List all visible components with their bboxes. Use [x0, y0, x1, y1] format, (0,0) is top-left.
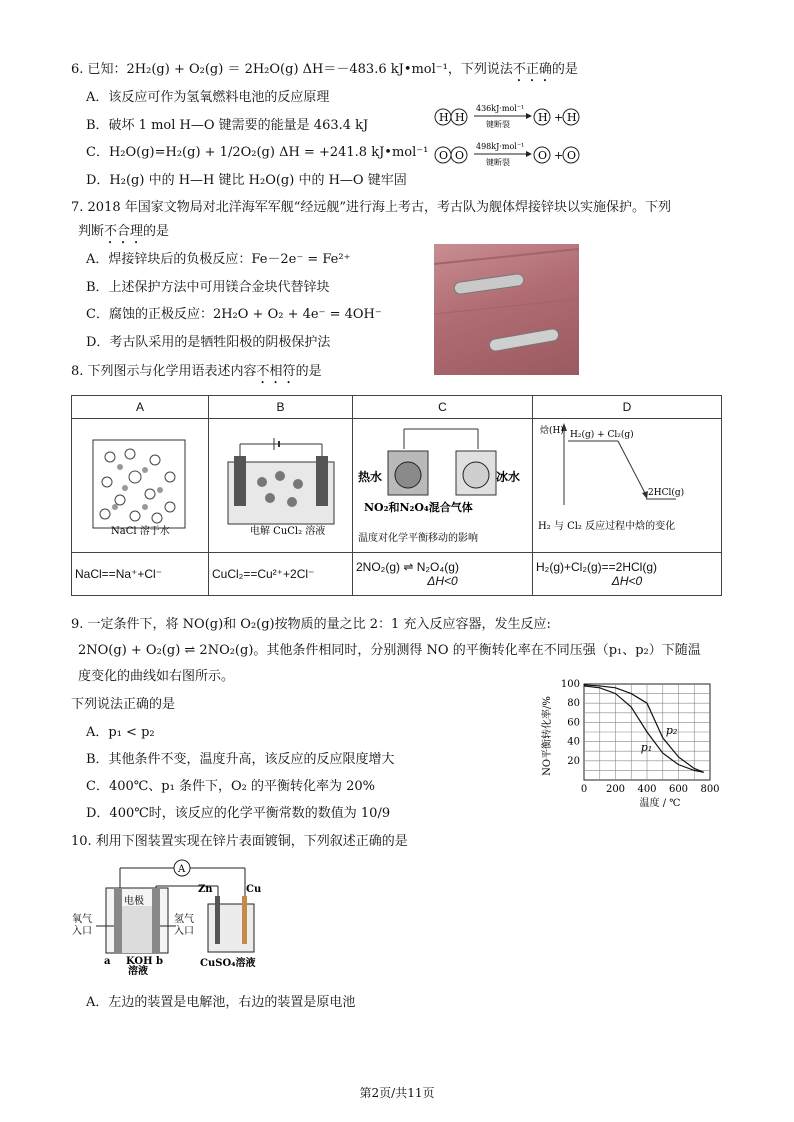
q6-option-c: C．H₂O(g)=H₂(g) + 1/2O₂(g) ΔH = +241.8 kJ•mol⁻¹: [86, 145, 429, 160]
y-tick-label: 40: [567, 736, 580, 748]
svg-text:氢气: 氢气: [174, 914, 194, 925]
bond-energy-diagram: [434, 100, 594, 170]
series-line-2: [584, 685, 704, 772]
svg-text:H₂ 与 Cl₂ 反应过程中焓的变化: H₂ 与 Cl₂ 反应过程中焓的变化: [538, 521, 676, 532]
series-label-2: p₂: [665, 723, 678, 737]
svg-text:键断裂: 键断裂: [486, 158, 510, 167]
svg-text:O: O: [567, 149, 577, 162]
svg-text:A: A: [178, 864, 186, 875]
nacl-dissolve-figure: [75, 432, 205, 537]
q10-option-a: A．左边的装置是电解池，右边的装置是原电池: [86, 995, 356, 1010]
q9-stem-line1: 9. 一定条件下，将 NO(g)和 O₂(g)按物质的量之比 2：1 充入反应容器，发生反应:: [71, 617, 551, 632]
svg-text:温度对化学平衡移动的影响: 温度对化学平衡移动的影响: [358, 533, 478, 544]
svg-text:H: H: [567, 111, 577, 124]
electrolysis-figure: [212, 432, 349, 537]
enthalpy-diagram: [536, 419, 718, 549]
header-d: D: [533, 396, 722, 419]
svg-text:KOH: KOH: [126, 956, 153, 967]
x-tick-label: 0: [580, 784, 588, 795]
svg-text:入口: 入口: [72, 926, 92, 937]
figure-d-cell: [533, 419, 722, 553]
equation-a: NaCl==Na⁺+Cl⁻: [72, 553, 209, 596]
svg-text:键断裂: 键断裂: [486, 120, 510, 129]
svg-text:2HCl(g): 2HCl(g): [648, 488, 685, 498]
svg-text:焓(H): 焓(H): [540, 426, 564, 436]
q7-option-b: B．上述保护方法中可用镁合金块代替锌块: [86, 280, 330, 295]
q6-stem: 6. 已知：2H₂(g) + O₂(g) ＝ 2H₂O(g) ΔH＝－483.6 kJ•mol⁻¹，下列说法不正确的是: [71, 62, 578, 77]
q7-stem-line2: 判断不合理的是: [78, 224, 170, 239]
y-tick-label: 100: [560, 679, 580, 690]
x-tick-label: 600: [668, 784, 689, 795]
q9-option-b: B．其他条件不变，温度升高，该反应的反应限度增大: [86, 752, 395, 767]
svg-text:O: O: [538, 149, 548, 162]
svg-text:溶液: 溶液: [128, 966, 148, 976]
series-line-1: [584, 686, 704, 772]
x-tick-label: 200: [605, 784, 626, 795]
svg-text:H₂(g) + Cl₂(g): H₂(g) + Cl₂(g): [570, 430, 634, 440]
equilibrium-temperature-figure: [356, 419, 529, 549]
q7-option-a: A．焊接锌块后的负极反应：Fe－2e⁻ = Fe²⁺: [86, 252, 351, 267]
q8-table: [71, 395, 722, 596]
svg-text:冰水: 冰水: [496, 470, 521, 484]
q7-option-c: C．腐蚀的正极反应：2H₂O + O₂ + 4e⁻ = 4OH⁻: [86, 307, 382, 322]
equation-c: 2NO₂(g) ⇌ N₂O₄(g) ΔH<0: [353, 553, 533, 596]
y-tick-label: 80: [567, 698, 580, 710]
zinc-block-photo: [434, 244, 579, 375]
q9-option-c: C．400℃、p₁ 条件下，O₂ 的平衡转化率为 20%: [86, 779, 375, 794]
svg-text:热水: 热水: [358, 470, 383, 484]
q9-stem-line3: 度变化的曲线如右图所示。: [78, 669, 235, 684]
svg-text:NaCl 溶于水: NaCl 溶于水: [111, 525, 170, 537]
electroplating-apparatus: [70, 856, 280, 976]
figure-b-cell: [209, 419, 353, 553]
svg-text:入口: 入口: [174, 926, 194, 937]
svg-text:电解 CuCl₂ 溶液: 电解 CuCl₂ 溶液: [250, 525, 326, 537]
svg-text:Cu: Cu: [246, 884, 262, 895]
svg-text:氧气: 氧气: [72, 914, 92, 925]
page-footer: 第2页/共11页: [359, 1086, 435, 1100]
series-label-1: p₁: [640, 741, 653, 755]
q7-stem-line1: 7. 2018 年国家文物局对北洋海军军舰“经远舰”进行海上考古，考古队为舰体焊接锌块以实施保护。下列: [71, 200, 672, 215]
q9-stem-line4: 下列说法正确的是: [71, 697, 176, 712]
q9-option-d: D．400℃时，该反应的化学平衡常数的数值为 10/9: [86, 806, 391, 821]
q6-option-d: D．H₂(g) 中的 H—H 键比 H₂O(g) 中的 H—O 键牢固: [86, 173, 407, 188]
svg-text:498kJ·mol⁻¹: 498kJ·mol⁻¹: [476, 142, 525, 151]
q8-stem: 8. 下列图示与化学用语表述内容不相符的是: [71, 364, 322, 379]
svg-text:H: H: [439, 111, 449, 124]
svg-text:436kJ·mol⁻¹: 436kJ·mol⁻¹: [476, 104, 525, 113]
svg-text:+: +: [554, 149, 564, 162]
svg-text:O: O: [455, 149, 465, 162]
x-tick-label: 800: [700, 784, 720, 795]
figure-c-cell: [353, 419, 533, 553]
no-conversion-chart: [536, 676, 726, 810]
svg-text:CuSO₄溶液: CuSO₄溶液: [200, 958, 256, 969]
chart-ylabel: NO平衡转化率/%: [542, 696, 553, 776]
q6-option-b: B．破坏 1 mol H—O 键需要的能量是 463.4 kJ: [86, 118, 369, 133]
figure-a-cell: [72, 419, 209, 553]
svg-text:O: O: [439, 149, 449, 162]
svg-text:H: H: [455, 111, 465, 124]
q9-stem-line2: 2NO(g) + O₂(g) ⇌ 2NO₂(g)。其他条件相同时，分别测得 NO 的平衡转化率在不同压强（p₁、p₂）下随温: [78, 643, 701, 658]
equation-d: H₂(g)+Cl₂(g)==2HCl(g) ΔH<0: [533, 553, 722, 596]
q7-option-d: D．考古队采用的是牺牲阳极的阴极保护法: [86, 335, 331, 350]
q10-stem: 10. 利用下图装置实现在锌片表面镀铜，下列叙述正确的是: [71, 834, 408, 849]
y-tick-label: 20: [567, 755, 580, 767]
equation-b: CuCl₂==Cu²⁺+2Cl⁻: [209, 553, 353, 596]
y-tick-label: 60: [567, 717, 580, 729]
q6-option-a: A．该反应可作为氢氧燃料电池的反应原理: [86, 90, 330, 105]
svg-text:H: H: [538, 111, 548, 124]
chart-xlabel: 温度 / ℃: [639, 798, 681, 809]
q9-option-a: A．p₁ < p₂: [86, 725, 155, 740]
svg-text:Zn: Zn: [198, 884, 213, 895]
svg-text:a: a: [104, 956, 111, 967]
header-c: C: [353, 396, 533, 419]
header-b: B: [209, 396, 353, 419]
header-a: A: [72, 396, 209, 419]
svg-text:电极: 电极: [124, 896, 144, 907]
svg-text:+: +: [554, 111, 564, 124]
x-tick-label: 400: [637, 784, 657, 795]
svg-text:NO₂和N₂O₄混合气体: NO₂和N₂O₄混合气体: [364, 501, 473, 514]
svg-text:b: b: [156, 956, 163, 967]
